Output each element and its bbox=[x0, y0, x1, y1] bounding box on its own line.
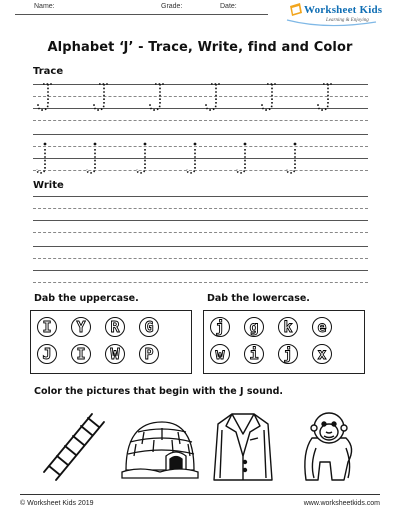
write-line-5[interactable] bbox=[33, 246, 368, 247]
dab-letter-circle[interactable]: R bbox=[105, 317, 125, 337]
write-line-8[interactable] bbox=[33, 282, 368, 283]
dab-lowercase-box bbox=[203, 310, 365, 374]
dab-letter-circle[interactable]: e bbox=[312, 317, 332, 337]
dab-letter-circle[interactable]: k bbox=[278, 317, 298, 337]
dab-letter-circle[interactable]: G bbox=[139, 317, 159, 337]
trace-lowercase-j[interactable] bbox=[237, 143, 246, 173]
trace-upper-desc-line bbox=[33, 120, 368, 121]
dab-letter-circle[interactable]: j bbox=[278, 344, 298, 364]
dab-uppercase-row-2 bbox=[37, 344, 159, 364]
dab-lowercase-row-2 bbox=[210, 344, 332, 364]
dab-letter-circle[interactable]: I bbox=[71, 344, 91, 364]
uppercase-trace-row bbox=[33, 80, 368, 114]
dab-lowercase-label: Dab the lowercase. bbox=[207, 293, 310, 304]
dab-letter-circle[interactable]: g bbox=[244, 317, 264, 337]
gorilla-icon[interactable] bbox=[296, 408, 362, 484]
ladder-icon[interactable] bbox=[40, 410, 110, 482]
trace-lowercase-j[interactable] bbox=[137, 143, 146, 173]
dab-letter-circle[interactable]: x bbox=[312, 344, 332, 364]
footer-rule bbox=[20, 494, 380, 495]
dab-letter-circle[interactable]: i bbox=[244, 344, 264, 364]
date-label: Date: bbox=[220, 3, 237, 10]
write-line-2[interactable] bbox=[33, 208, 368, 209]
trace-lower-top-line bbox=[33, 134, 368, 135]
write-line-6[interactable] bbox=[33, 258, 368, 259]
dab-uppercase-row-1 bbox=[37, 317, 159, 337]
jacket-icon[interactable] bbox=[212, 410, 274, 484]
name-label: Name: bbox=[34, 3, 55, 10]
footer-copyright: © Worksheet Kids 2019 bbox=[20, 500, 94, 507]
write-line-3[interactable] bbox=[33, 220, 368, 221]
logo-brand-name: Worksheet Kids bbox=[304, 4, 383, 16]
trace-uppercase-j[interactable] bbox=[38, 84, 53, 110]
dab-letter-circle[interactable]: I bbox=[37, 317, 57, 337]
dab-letter-circle[interactable]: Y bbox=[71, 317, 91, 337]
trace-uppercase-j[interactable] bbox=[94, 84, 109, 110]
color-instruction: Color the pictures that begin with the J sound. bbox=[34, 386, 284, 397]
dab-letter-circle[interactable]: w bbox=[210, 344, 230, 364]
write-section-label: Write bbox=[33, 180, 64, 191]
igloo-icon[interactable] bbox=[120, 414, 200, 480]
header-rule bbox=[15, 14, 268, 15]
dab-uppercase-box bbox=[30, 310, 192, 374]
footer-website[interactable]: www.worksheetkids.com bbox=[303, 500, 380, 507]
write-line-1[interactable] bbox=[33, 196, 368, 197]
trace-uppercase-j[interactable] bbox=[318, 84, 333, 110]
dab-letter-circle[interactable]: W bbox=[105, 344, 125, 364]
grade-label: Grade: bbox=[161, 3, 183, 10]
trace-section-label: Trace bbox=[33, 66, 64, 77]
write-line-4[interactable] bbox=[33, 232, 368, 233]
logo-tagline: Learning & Enjoying bbox=[326, 18, 369, 23]
trace-uppercase-j[interactable] bbox=[206, 84, 221, 110]
trace-lowercase-j[interactable] bbox=[37, 143, 46, 173]
dab-lowercase-row-1 bbox=[210, 317, 332, 337]
trace-lowercase-j[interactable] bbox=[287, 143, 296, 173]
trace-uppercase-j[interactable] bbox=[150, 84, 165, 110]
trace-lowercase-j[interactable] bbox=[87, 143, 96, 173]
dab-uppercase-label: Dab the uppercase. bbox=[34, 293, 139, 304]
dab-letter-circle[interactable]: j bbox=[210, 317, 230, 337]
dab-letter-circle[interactable]: P bbox=[139, 344, 159, 364]
trace-uppercase-j[interactable] bbox=[262, 84, 277, 110]
trace-lowercase-j[interactable] bbox=[187, 143, 196, 173]
write-line-7[interactable] bbox=[33, 270, 368, 271]
page-title: Alphabet ‘J’ - Trace, Write, find and Color bbox=[47, 40, 353, 55]
dab-letter-circle[interactable]: J bbox=[37, 344, 57, 364]
brand-logo bbox=[286, 0, 383, 30]
lowercase-trace-row bbox=[33, 140, 368, 176]
